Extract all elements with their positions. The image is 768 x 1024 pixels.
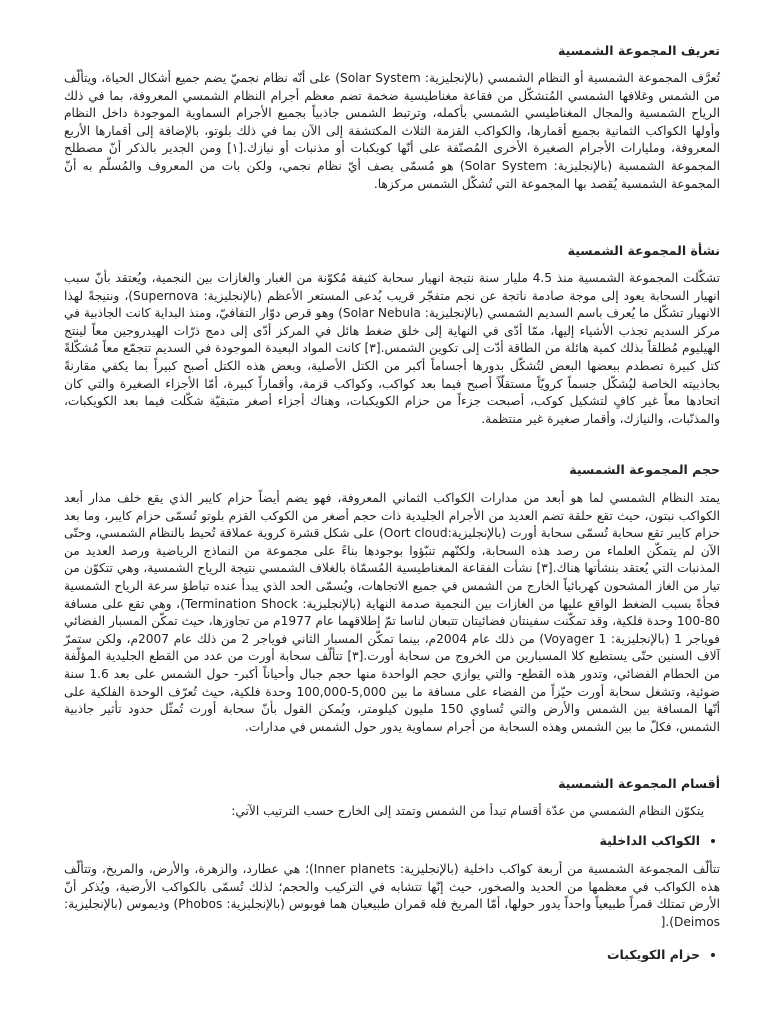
list-item-inner-planets: • الكواكب الداخلية bbox=[64, 833, 700, 849]
heading-size: حجم المجموعة الشمسية bbox=[569, 462, 720, 477]
paragraph-definition: تُعرَّف المجموعة الشمسية أو النظام الشمسي (بالإنجليزية: Solar System) على أنّه نظام نجميّ يضم جميع أشكال الحياة، ويتألّف من الشمس وغلافها الشمسي المُتشكّل من فقاعة مغناطيسية ضخمة تضم معظم أجرام النظام الشمسي المعروفة، بما في ذلك الرياح الشمسية والمجال المغناطيسي الشمسي بأكمله، وترتبط الشمس جاذبياً بجميع الأجرام السماوية الموجودة داخل النظام وأولها الكواكب الثمانية بجميع أقمارها، والكواكب القزمة الثلاث المكتشفة إلى الآن بما في ذلك بلوتو، بالإضافة إلى أقمارها الأربع المعروفة، ومليارات الأجرام الصغيرة الأخرى المُصنّفة على أنّها كويكبات أو مذنبات أو نيازك.[١] ومن الجدير بالذكر أنّ مصطلح المجموعة الشمسية (بالإنجليزية: Solar System) هو مُسمّى يصف أيّ نظام نجمي، ولكن بات من المعروف والمُسلّم به أنّ المجموعة الشمسية يُقصد بها المجموعة التي تُشكّل الشمس مركزها. bbox=[64, 71, 720, 191]
heading-divisions: أقسام المجموعة الشمسية bbox=[558, 776, 720, 791]
content-column bbox=[64, 0, 720, 1024]
paragraph-divisions-intro: يتكوّن النظام الشمسي من عدّة أقسام تبدأ من الشمس وتمتد إلى الخارج حسب الترتيب الآتي: bbox=[231, 804, 704, 818]
list-inner-planets bbox=[64, 833, 720, 849]
paragraph-formation: تشكّلت المجموعة الشمسية منذ 4.5 مليار سنة نتيجة انهيار سحابة كثيفة مُكوّنة من الغبار والغازات بين النجمية، ويُعتقد بأنّ سبب انهيار السحابة يعود إلى موجة صادمة ناتجة عن نجم متفجّر قريب يُدعى المستعر الأعظم (بالإنجليزية: Supernova)، ونتيجةً لهذا الانهيار تشكّل ما يُعرف باسم السديم الشمسي (بالإنجليزية: Solar Nebula) وهو قرص دوّار التفافيّ، ومنذ البداية كانت الجاذبية في مركز السديم تجذب الأشياء إليها، ممّا أدّى في النهاية إلى خلق ضغط هائل في المركز أدّى إلى دمج ذرّات الهيدروجين معاً لينتج الهيليوم مُطلقاً بذلك كمية هائلة من الطاقة أدّت إلى تكوين الشمس.[٣] كانت المواد البعيدة الموجودة في السديم تتجمّع معاً مُشكّلةً كتل كبيرة تصطدم ببعضها البعض لتُشكّل بدورها أجساماً أكبر من الكتل الأصلية، وبعض هذه الكتل أصبح كبيراً بما يكفي مقارنةً بجاذبيته الخاصة ليُشكّل جسماً كرويّاً مستقلّاً أصبح فيما بعد كواكب، وكواكب قزمة، وأقماراً كبيرة، أمّا الأجزاء الصغيرة والتي كان اتحادها معاً غير كافٍ لتشكيل كوكب، أصبحت جزءاً من حزام الكويكبات، وهناك أجزاء أصغر متبقيّة شكّلت فيما بعد الكويكبات، والمذنّبات، والنيازك، وأقمار صغيرة غير منتظمة. bbox=[64, 271, 720, 426]
heading-formation: نشأة المجموعة الشمسية bbox=[567, 243, 720, 258]
list-item-asteroid-belt: • حزام الكويكبات bbox=[64, 947, 700, 963]
paragraph-inner-planets: تتألّف المجموعة الشمسية من أربعة كواكب داخلية (بالإنجليزية: Inner planets)؛ هي عطارد، والزهرة، والأرض، والمريخ، وتتألّف هذه الكواكب في معظمها من الحديد والصخور، حيث إنّها تتشابه في التركيب والحجم؛ لذلك تُسمّى بالكواكب الأرضية، ويُذكر أنّ الأرض تمتلك قمراً طبيعياً واحداً يدور حولها، أمّا المريخ فله قمران طبيعيان هما فوبوس (بالإنجليزية: Phobos) وديموس (بالإنجليزية: Deimos).[ bbox=[64, 862, 721, 929]
list-asteroid-belt bbox=[64, 947, 720, 963]
paragraph-size: يمتد النظام الشمسي لما هو أبعد من مدارات الكواكب الثماني المعروفة، فهو يضم أيضاً حزام كايبر الذي يقع خلف مدار أبعد الكواكب نبتون، حيث تقع حلقة تضم العديد من الأجرام الجليدية ذات حجم أصغر من الكوكب القزم بلوتو تُسمّى حزام كايبر، وما بعد حزام كايبر تقع سحابة تُسمّى سحابة أورت (بالإنجليزية:Oort cloud) على شكل قشرة كروية عملاقة تُحيط بالنظام الشمسي، وحتّى الآن لم يتمكّن العلماء من رصد هذه السحابة، ولكنّهم تنبّؤوا بوجودها بناءً على مجموعة من النماذج الرياضية ورصد العديد من المذنبات التي يُعتقد بنشأتها هناك.[٣] نشأت الفقاعة المغناطيسية المُسمّاة بالغلاف الشمسي نتيجة الرياح الشمسية، وهي تتكوّن من تيار من الغاز المشحون كهربائياً الخارج من الشمس في جميع الاتجاهات، ويُسمّى الحد الذي يبدأ عنده تباطؤ سرعة الرياح الشمسية فجأةً بسبب الضغط الواقع عليها من الغازات بين النجمية صدمة النهاية (بالإنجليزية: Termination Shock)، وهي تقع على مسافة 80-100 وحدة فلكية، وقد تمكّنت سفينتان فضائيتان تتبعان لناسا تمّ إطلاقهما عام 1977م من تجاوزها، حيث تمكّن المسبار الفضائي فوياجر 1 (بالإنجليزية: Voyager 1) من ذلك عام 2004م، بينما تمكّن المسبار الثاني فوياجر 2 من ذلك عام 2007م، ولكن ستمرّ آلاف السنين حتّى يستطيع كلا المسبارين من الخروج من سحابة أورت.[٣] تتألّف سحابة أورت من عدد من القطع الجليدية المؤلّفة من الحطام الفضائي، وتدور هذه القطع- والتي يوازي حجم الواحدة منها حجم جبال وأحياناً أكبر- حول الشمس على بعد 1.6 سنة ضوئية، وتشغل سحابة أورت حيّزاً من الفضاء على مسافة ما بين 5,000-100,000 وحدة فلكية، حيث تُعرّف الوحدة الفلكية على أنّها المسافة بين الشمس والأرض والتي تُساوي 150 مليون كيلومتر، ويُمكن القول بأنّ سحابة أورت تُمثّل حدود تأثير جاذبية الشمس، فكلّ ما بين الشمس وهذه السحابة من أجرام سماوية يدور حول الشمس في مدارات. bbox=[64, 491, 721, 734]
heading-definition: تعريف المجموعة الشمسية bbox=[558, 43, 720, 58]
